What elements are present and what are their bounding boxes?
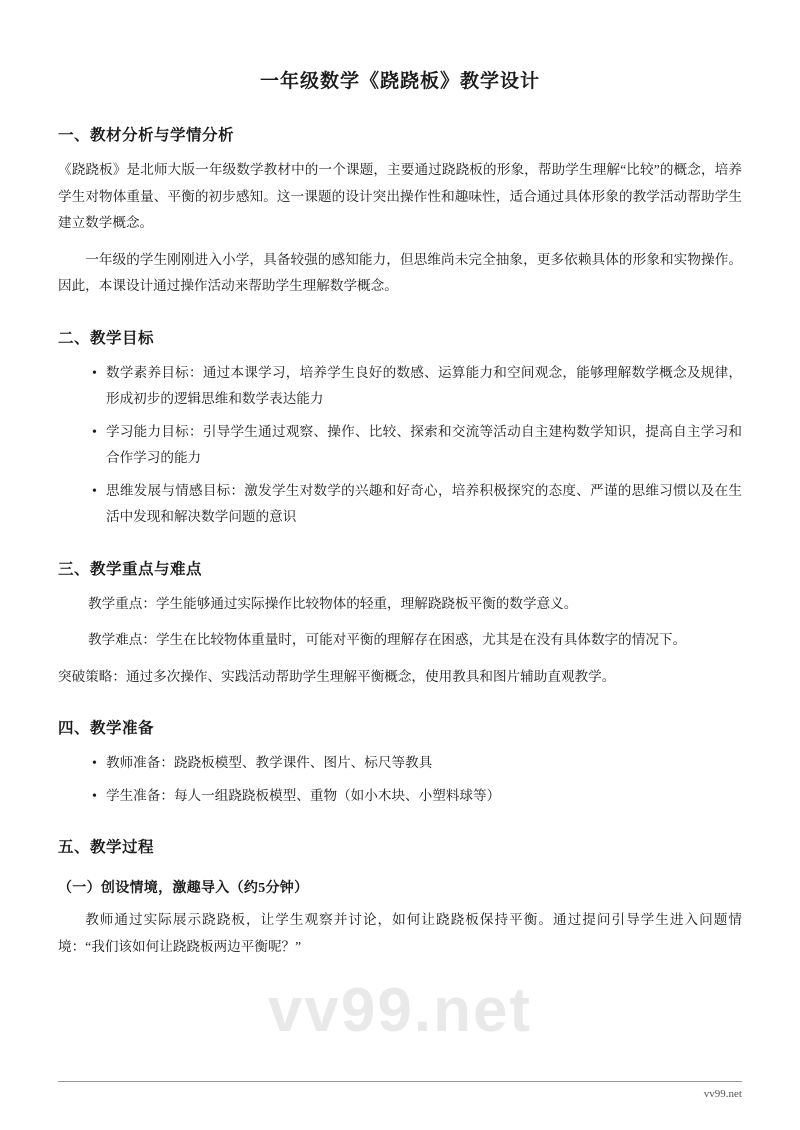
- list-item: • 教师准备：跷跷板模型、教学课件、图片、标尺等教具: [92, 750, 742, 777]
- list-item: • 数学素养目标：通过本课学习，培养学生良好的数感、运算能力和空间观念，能够理解数学概念及规律，形成初步的逻辑思维和数学表达能力: [92, 360, 742, 413]
- list-item: • 学习能力目标：引导学生通过观察、操作、比较、探索和交流等活动自主建构数学知识，提高自主学习和合作学习的能力: [92, 419, 742, 472]
- subsection-5-1-paragraph: 教师通过实际展示跷跷板，让学生观察并讨论，如何让跷跷板保持平衡。通过提问引导学生进入问题情境：“我们该如何让跷跷板两边平衡呢？”: [58, 912, 742, 954]
- page-title: 一年级数学《跷跷板》教学设计: [259, 71, 540, 92]
- section-heading-3: 三、教学重点与难点: [58, 560, 203, 578]
- section-3-paragraph-2: 教学难点：学生在比较物体重量时，可能对平衡的理解存在困惑，尤其是在没有具体数字的情况下。: [88, 632, 687, 647]
- list-item: • 思维发展与情感目标：激发学生对数学的兴趣和好奇心，培养积极探究的态度、严谨的思维习惯以及在生活中发现和解决数学问题的意识: [92, 478, 742, 531]
- section-heading-2: 二、教学目标: [58, 329, 155, 347]
- subsection-heading-5-1: （一）创设情境，激趣导入（约5分钟）: [58, 881, 309, 896]
- watermark: vv99.net: [267, 976, 533, 1045]
- page-footer: vv99.net: [58, 1081, 742, 1100]
- objectives-list: [58, 360, 742, 531]
- list-item: • 学生准备：每人一组跷跷板模型、重物（如小木块、小塑料球等）: [92, 783, 742, 810]
- key-points-block: [58, 591, 742, 654]
- section-3-strategy: 突破策略：通过多次操作、实践活动帮助学生理解平衡概念，使用教具和图片辅助直观教学。: [58, 668, 616, 684]
- section-3-paragraph-1: 教学重点：学生能够通过实际操作比较物体的轻重，理解跷跷板平衡的数学意义。: [88, 595, 578, 611]
- section-heading-1: 一、教材分析与学情分析: [58, 127, 235, 144]
- section-heading-5: 五、教学过程: [58, 839, 155, 856]
- preparation-list: [58, 750, 742, 809]
- section-1-paragraph-2: 一年级的学生刚刚进入小学，具备较强的感知能力，但思维尚未完全抽象，更多依赖具体的形象和实物操作。因此，本课设计通过操作活动来帮助学生理解数学概念。: [58, 251, 742, 293]
- section-heading-4: 四、教学准备: [58, 720, 155, 737]
- section-1-paragraph-1: 《跷跷板》是北师大版一年级数学教材中的一个课题，主要通过跷跷板的形象，帮助学生理解“比较”的概念，培养学生对物体重量、平衡的初步感知。这一课题的设计突出操作性和趣味性，适合通过具体形象的教学活动帮助学生建立数学概念。: [58, 162, 742, 230]
